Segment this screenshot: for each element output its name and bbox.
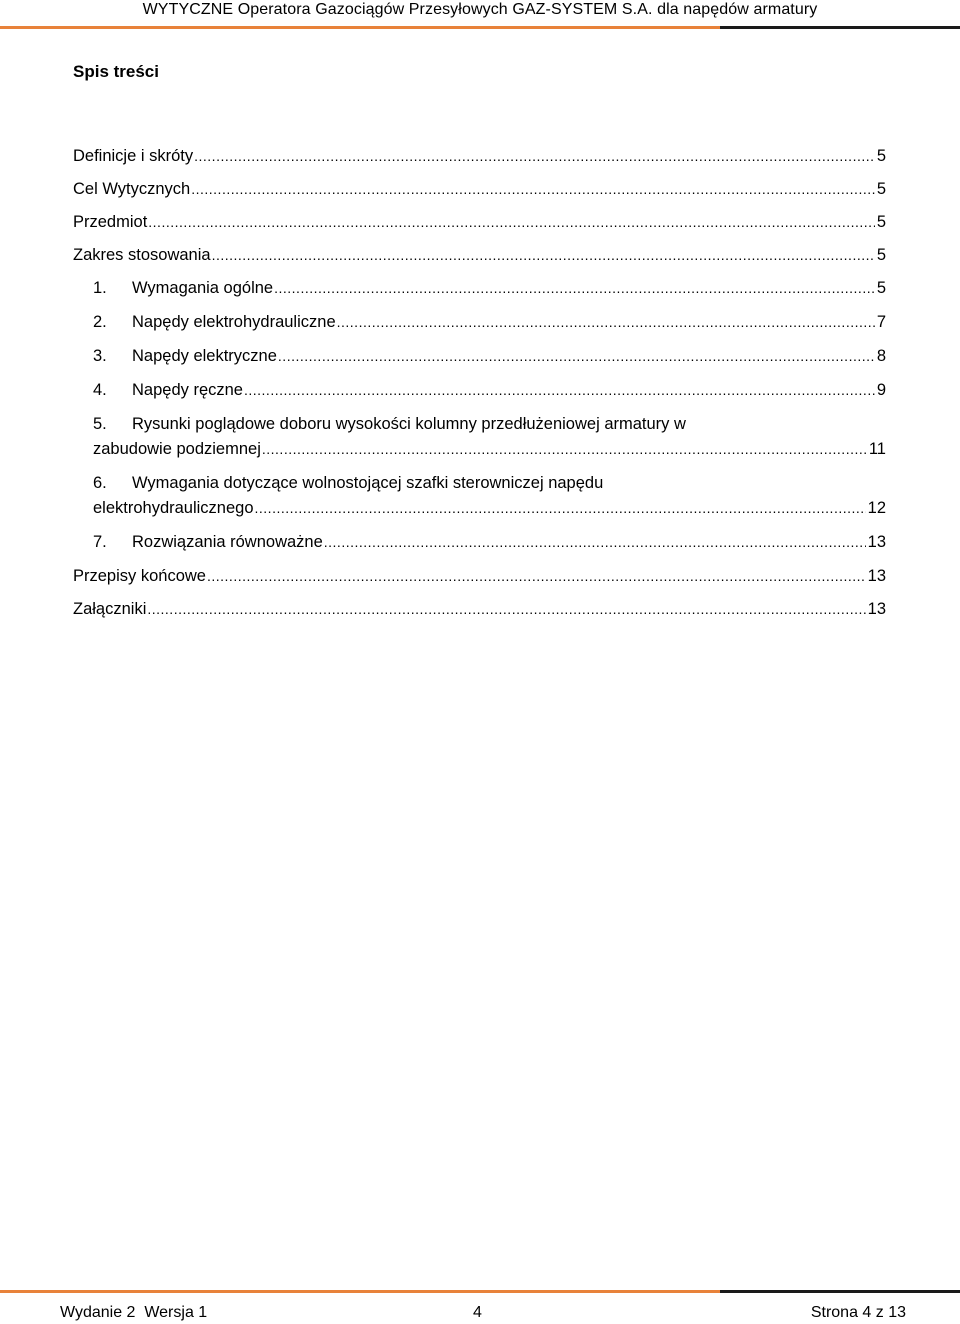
toc-entry-label: Napędy elektryczne bbox=[132, 347, 277, 365]
toc-entry-number: 7. bbox=[93, 533, 107, 551]
footer-rule bbox=[0, 1290, 960, 1293]
toc-entry-number: 6. bbox=[93, 474, 107, 492]
footer-rule-dark bbox=[720, 1290, 960, 1293]
dot-leader bbox=[262, 437, 867, 462]
toc-entry-page: 5 bbox=[876, 279, 886, 297]
dot-leader bbox=[194, 144, 875, 169]
toc-entry-label: Definicje i skróty bbox=[73, 147, 194, 165]
toc-entry-number: 2. bbox=[93, 313, 107, 331]
toc-entry-label: Przedmiot bbox=[73, 213, 148, 231]
toc-entry-page: 5 bbox=[876, 246, 886, 264]
running-header: WYTYCZNE Operatora Gazociągów Przesyłowych GAZ-SYSTEM S.A. dla napędów armatury bbox=[142, 1, 818, 18]
page-number: 4 bbox=[473, 1304, 482, 1321]
toc-entry-label-line1: Rysunki poglądowe doboru wysokości kolumny przedłużeniowej armatury w bbox=[132, 415, 686, 433]
toc-entry-number: 3. bbox=[93, 347, 107, 365]
header-rule bbox=[0, 26, 960, 29]
toc-entry-page: 13 bbox=[867, 533, 886, 551]
dot-leader bbox=[147, 597, 865, 622]
header-rule-dark bbox=[720, 26, 960, 29]
dot-leader bbox=[148, 210, 875, 235]
toc-entry-page: 13 bbox=[867, 600, 886, 618]
toc-entry-cel[interactable] bbox=[73, 177, 886, 210]
toc-entry-label-line2: elektrohydraulicznego bbox=[93, 499, 254, 517]
toc-entry-page: 5 bbox=[876, 180, 886, 198]
page-footer bbox=[0, 1303, 960, 1323]
toc-entry-page: 5 bbox=[876, 213, 886, 231]
toc-entry-label: Cel Wytycznych bbox=[73, 180, 191, 198]
toc-entry-6[interactable] bbox=[73, 471, 886, 530]
toc-entry-label: Przepisy końcowe bbox=[73, 567, 206, 585]
dot-leader bbox=[278, 344, 875, 369]
header-rule-accent bbox=[0, 26, 720, 29]
toc-entry-label-line2: zabudowie podziemnej bbox=[93, 440, 261, 458]
toc-entry-number: 1. bbox=[93, 279, 107, 297]
toc-entry-1[interactable] bbox=[73, 276, 886, 310]
toc-entry-label: Zakres stosowania bbox=[73, 246, 211, 264]
toc-entry-page: 7 bbox=[876, 313, 886, 331]
dot-leader bbox=[212, 243, 875, 268]
toc-entry-label: Napędy ręczne bbox=[132, 381, 243, 399]
dot-leader bbox=[255, 496, 866, 521]
footer-rule-accent bbox=[0, 1290, 720, 1293]
toc-entry-label: Załączniki bbox=[73, 600, 147, 618]
page-count: Strona 4 z 13 bbox=[810, 1304, 906, 1321]
toc-entry-3[interactable] bbox=[73, 344, 886, 378]
toc-entry-page: 8 bbox=[876, 347, 886, 365]
toc-entry-zalaczniki[interactable] bbox=[73, 597, 886, 630]
dot-leader bbox=[274, 276, 875, 301]
toc-entry-number: 5. bbox=[93, 415, 107, 433]
toc-entry-przedmiot[interactable] bbox=[73, 210, 886, 243]
toc-entry-definicje[interactable] bbox=[73, 144, 886, 177]
toc-entry-7[interactable] bbox=[73, 530, 886, 564]
dot-leader bbox=[337, 310, 875, 335]
toc-heading: Spis treści bbox=[73, 62, 159, 81]
edition-label: Wydanie 2 Wersja 1 bbox=[60, 1304, 208, 1321]
toc-entry-label: Napędy elektrohydrauliczne bbox=[132, 313, 336, 331]
toc-entry-number: 4. bbox=[93, 381, 107, 399]
toc-entry-zakres[interactable] bbox=[73, 243, 886, 276]
dot-leader bbox=[191, 177, 875, 202]
toc-entry-5[interactable] bbox=[73, 412, 886, 471]
toc-entry-page: 11 bbox=[868, 440, 886, 458]
toc-entry-przepisy[interactable] bbox=[73, 564, 886, 597]
toc-entry-page: 5 bbox=[876, 147, 886, 165]
toc-entry-page: 12 bbox=[867, 499, 886, 517]
toc-entry-page: 9 bbox=[876, 381, 886, 399]
toc-entry-page: 13 bbox=[867, 567, 886, 585]
toc-entry-4[interactable] bbox=[73, 378, 886, 412]
toc-entry-label-line1: Wymagania dotyczące wolnostojącej szafki sterowniczej napędu bbox=[132, 474, 604, 492]
dot-leader bbox=[324, 530, 866, 555]
toc-entry-label: Wymagania ogólne bbox=[132, 279, 274, 297]
dot-leader bbox=[244, 378, 875, 403]
toc-entry-2[interactable] bbox=[73, 310, 886, 344]
toc-entry-label: Rozwiązania równoważne bbox=[132, 533, 323, 551]
dot-leader bbox=[207, 564, 866, 589]
table-of-contents bbox=[73, 144, 886, 630]
